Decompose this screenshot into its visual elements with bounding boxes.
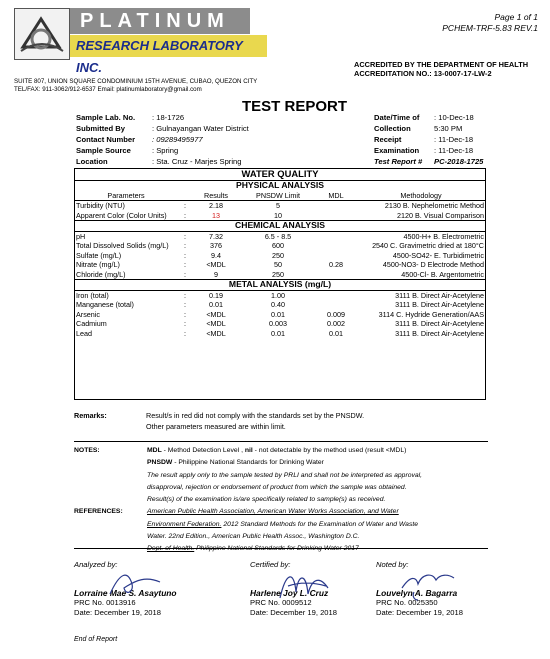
- limit-cell: 50: [274, 260, 282, 269]
- table-title: WATER QUALITY: [74, 168, 486, 181]
- parameter-cell: Total Dissolved Solids (mg/L): [76, 241, 169, 250]
- info-row: [76, 134, 249, 145]
- parameter-cell: Turbidity (NTU): [76, 201, 125, 210]
- limit-cell: 5: [276, 201, 280, 210]
- info-label: Sample Lab. No.: [76, 113, 136, 122]
- separator-cell: :: [184, 309, 186, 319]
- signatory-prc: PRC No. 0025350: [376, 598, 438, 607]
- mdl-cell: [316, 211, 356, 221]
- dates-info: [374, 112, 483, 167]
- method-cell: 2130 B. Nephelometric Method: [384, 201, 484, 210]
- method-cell: 2120 B. Visual Comparison: [397, 210, 484, 220]
- method-cell: 3111 B. Direct Air-Acetylene: [395, 300, 484, 309]
- info-value: : 09289495977: [152, 135, 203, 144]
- parameter-cell: Lead: [76, 328, 92, 338]
- method-cell: 2540 C. Gravimetric dried at 180°C: [372, 241, 484, 250]
- result-cell: <MDL: [206, 328, 226, 338]
- form-code: PCHEM-TRF-5.83 REV.1: [442, 23, 538, 33]
- separator-cell: :: [184, 260, 186, 269]
- method-cell: 3111 B. Direct Air-Acetylene: [395, 290, 484, 300]
- table-row: [74, 201, 486, 211]
- metal-rows: [74, 290, 486, 338]
- limit-cell: 250: [272, 269, 284, 279]
- separator-cell: :: [184, 328, 186, 338]
- column-header: Results: [192, 191, 240, 201]
- sample-info: [76, 112, 249, 167]
- brand-name: PLATINUM: [70, 8, 250, 34]
- remarks-line: Other parameters measured are within limit.: [146, 422, 286, 431]
- reference-line: American Public Health Association, American Water Works Association, and Water: [147, 508, 399, 516]
- references-label: REFERENCES:: [74, 508, 123, 515]
- separator-cell: :: [184, 319, 186, 328]
- separator-cell: :: [184, 210, 186, 220]
- result-cell: <MDL: [206, 319, 226, 328]
- limit-cell: 600: [272, 241, 284, 250]
- signatory-date: Date: December 19, 2018: [250, 608, 337, 617]
- column-header: Methodology: [356, 191, 486, 201]
- info-row: [76, 145, 249, 156]
- info-value: : 11-Dec-18: [434, 146, 474, 155]
- remarks-block: [74, 410, 364, 432]
- info-row: [374, 156, 483, 167]
- info-row: [76, 123, 249, 134]
- limit-cell: 0.003: [269, 319, 287, 328]
- table-row: [74, 231, 486, 241]
- mdl-cell: 0.002: [327, 319, 345, 328]
- page-info: [442, 12, 538, 34]
- separator-cell: :: [184, 250, 186, 260]
- info-value: : Sta. Cruz - Marjes Spring: [152, 157, 242, 166]
- signature-certifier: [276, 568, 334, 606]
- result-cell: <MDL: [206, 309, 226, 319]
- table-row: [74, 290, 486, 300]
- limit-cell: 0.40: [271, 300, 285, 309]
- parameter-cell: Manganese (total): [76, 300, 134, 309]
- page-number: Page 1 of 1: [494, 12, 538, 22]
- parameter-cell: Sulfate (mg/L): [76, 250, 122, 260]
- end-of-report: End of Report: [74, 636, 118, 643]
- result-cell: 9.4: [211, 250, 221, 260]
- info-label: Date/Time of: [374, 113, 420, 122]
- result-cell: 9: [214, 269, 218, 279]
- result-cell: 0.19: [209, 290, 223, 300]
- limit-cell: 250: [272, 250, 284, 260]
- remarks-line: Result/s in red did not comply with the standards set by the PNSDW.: [146, 411, 365, 420]
- result-cell: 2.18: [209, 201, 223, 210]
- mdl-cell: 0.009: [327, 309, 345, 319]
- table-row: [74, 310, 486, 320]
- limit-cell: 1.00: [271, 290, 285, 300]
- reference-line: Environment Federation. 2012 Standard Methods for the Examination of Water and Waste: [147, 520, 419, 528]
- info-label: Test Report #: [374, 157, 423, 166]
- table-row: [74, 241, 486, 251]
- info-row: [374, 123, 483, 134]
- accreditation: [354, 60, 528, 78]
- signatory-date: Date: December 19, 2018: [74, 608, 161, 617]
- water-quality-table: [74, 168, 486, 338]
- divider: [74, 441, 488, 442]
- divider: [74, 548, 488, 549]
- address-block: [14, 78, 257, 94]
- accreditation-line-1: ACCREDITED BY THE DEPARTMENT OF HEALTH: [354, 60, 529, 69]
- info-label: Submitted By: [76, 124, 125, 133]
- method-cell: 4500-SO42- E. Turbidimetric: [392, 250, 484, 260]
- info-label: Collection: [374, 124, 411, 133]
- method-cell: 4500-H+ B. Electrometric: [403, 231, 484, 241]
- method-cell: 4500-NO3- D Electrode Method: [382, 260, 484, 269]
- notes-label: NOTES:: [74, 447, 100, 454]
- chemical-rows: [74, 231, 486, 280]
- report-title: TEST REPORT: [242, 98, 348, 115]
- separator-cell: :: [184, 269, 186, 279]
- parameter-cell: Arsenic: [76, 309, 100, 319]
- info-row: [76, 156, 249, 167]
- signature-analyst: [106, 566, 166, 600]
- company-logo: [14, 8, 70, 60]
- info-value: : 10-Dec-18: [434, 113, 474, 122]
- method-cell: 3111 B. Direct Air-Acetylene: [395, 319, 484, 328]
- column-header: MDL: [316, 191, 356, 201]
- method-cell: 3114 C. Hydride Generation/AAS: [378, 309, 484, 319]
- table-row: [74, 260, 486, 270]
- info-value: : Gulnayangan Water District: [152, 124, 249, 133]
- mdl-cell: 0.01: [329, 328, 343, 338]
- signatory-date: Date: December 19, 2018: [376, 608, 463, 617]
- contact-line: TEL/FAX: 911-3062/912-6537 Email: platinumlaboratory@gmail.com: [14, 86, 202, 93]
- result-cell: <MDL: [206, 260, 226, 269]
- note-line: disapproval, rejection or endorsement of product from which the sample was obtained.: [147, 483, 407, 491]
- note-line: The result apply only to the sample tested by PRLI and shall not be interpreted as approval,: [147, 471, 423, 479]
- parameter-cell: Chloride (mg/L): [76, 269, 126, 279]
- mdl-cell: [316, 270, 356, 280]
- limit-cell: 0.01: [271, 328, 285, 338]
- accreditation-line-2: ACCREDITATION NO.: 13-0007-17-LW-2: [354, 69, 492, 78]
- table-row: [74, 300, 486, 310]
- test-report-number: PC-2018-1725: [434, 157, 484, 166]
- signatory-prc: PRC No. 0009512: [250, 598, 312, 607]
- section-metal: METAL ANALYSIS (mg/L): [74, 280, 486, 291]
- table-row: [74, 329, 486, 339]
- mdl-cell: [316, 201, 356, 211]
- column-header: PNSDW Limit: [240, 191, 316, 201]
- result-cell: 7.32: [209, 231, 223, 241]
- signatory-role: Analyzed by:: [74, 560, 118, 569]
- table-row: [74, 251, 486, 261]
- info-label: Examination: [374, 146, 420, 155]
- mdl-cell: [316, 300, 356, 310]
- separator-cell: :: [184, 231, 186, 241]
- separator-cell: :: [184, 241, 186, 250]
- reference-line: [147, 543, 487, 555]
- info-value: : Spring: [152, 146, 179, 155]
- note-line: PNSDW - Philippine National Standards for Drinking Water: [147, 459, 324, 467]
- mdl-cell: 0.28: [329, 260, 343, 269]
- note-line: MDL - Method Detection Level , nil - not detectable by the method used (result <MDL): [147, 447, 407, 454]
- result-cell: 376: [210, 241, 222, 250]
- info-value: : 11-Dec-18: [434, 135, 474, 144]
- column-header: Parameters: [74, 191, 178, 201]
- limit-cell: 0.01: [271, 309, 285, 319]
- signatory-name: Harlene Joy L. Cruz: [250, 588, 329, 598]
- mdl-cell: [316, 241, 356, 251]
- info-label: Sample Source: [76, 146, 131, 155]
- parameter-cell: Cadmium: [76, 319, 107, 328]
- table-row: [74, 319, 486, 329]
- parameter-cell: Iron (total): [76, 290, 109, 300]
- brand-subtitle: RESEARCH LABORATORY INC.: [70, 35, 267, 57]
- signature-noter: [396, 566, 460, 602]
- info-row: [76, 112, 249, 123]
- parameter-cell: Nitrate (mg/L): [76, 260, 120, 269]
- section-physical: PHYSICAL ANALYSIS: [235, 180, 325, 190]
- limit-cell: 10: [274, 210, 282, 220]
- remarks-label: Remarks:: [74, 411, 107, 420]
- mdl-cell: [316, 231, 356, 241]
- info-label: Contact Number: [76, 135, 136, 144]
- mdl-cell: [316, 251, 356, 261]
- result-cell: 0.01: [209, 300, 223, 309]
- limit-cell: 6.5 - 8.5: [264, 231, 292, 241]
- mdl-cell: [316, 290, 356, 300]
- separator-cell: :: [184, 300, 186, 309]
- info-value: 5:30 PM: [434, 124, 463, 133]
- info-row: [374, 145, 483, 156]
- table-row: [74, 211, 486, 221]
- info-label: Receipt: [374, 135, 402, 144]
- method-cell: 4500-Cl- B. Argentometric: [401, 269, 484, 279]
- info-row: [374, 134, 483, 145]
- parameter-cell: pH: [76, 231, 86, 241]
- address-line-1: SUITE 807, UNION SQUARE CONDOMINIUM 15TH AVENUE, CUBAO, QUEZON CITY: [14, 78, 258, 85]
- separator-cell: :: [184, 290, 186, 300]
- notes-body: [147, 445, 487, 556]
- table-row: [74, 270, 486, 280]
- signatory-role: Noted by:: [376, 560, 409, 569]
- result-cell: 13: [212, 210, 220, 220]
- note-line: Result(s) of the examination is/are specifically related to sample(s) as received.: [147, 496, 386, 504]
- signatory-role: Certified by:: [250, 560, 291, 569]
- info-value: : 18-1726: [152, 113, 185, 122]
- signatory-name: Louvelyn A. Bagarra: [376, 588, 458, 598]
- parameter-cell: Apparent Color (Color Units): [76, 210, 167, 220]
- reference-line: Water. 22nd Edition., American Public Health Assoc., Washington D.C.: [147, 533, 360, 541]
- separator-cell: :: [184, 201, 186, 210]
- physical-rows: [74, 201, 486, 221]
- info-label: Location: [76, 157, 108, 166]
- section-chemical: CHEMICAL ANALYSIS: [74, 221, 486, 232]
- method-cell: 3111 B. Direct Air-Acetylene: [395, 328, 484, 338]
- signatory-prc: PRC No. 0013916: [74, 598, 136, 607]
- info-row: [374, 112, 483, 123]
- signatory-name: Lorraine Mae S. Asaytuno: [74, 588, 177, 598]
